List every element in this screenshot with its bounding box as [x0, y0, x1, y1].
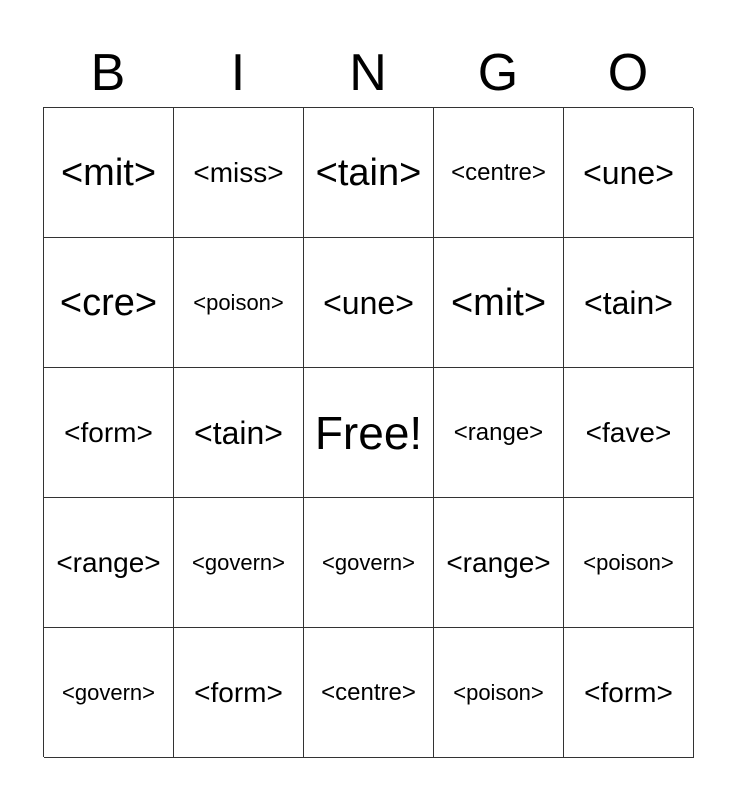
bingo-cell-r1-c2[interactable]: <miss> [174, 108, 304, 238]
bingo-cell-r4-c2[interactable]: <govern> [174, 498, 304, 628]
header-letter-i: I [230, 44, 246, 102]
bingo-board [43, 107, 693, 757]
bingo-cell-r5-c5[interactable]: <form> [564, 628, 694, 758]
bingo-cell-r1-c3[interactable]: <tain> [304, 108, 434, 238]
bingo-cell-free[interactable]: Free! [304, 368, 434, 498]
bingo-cell-r2-c3[interactable]: <une> [304, 238, 434, 368]
bingo-cell-r4-c5[interactable]: <poison> [564, 498, 694, 628]
bingo-cell-r5-c3[interactable]: <centre> [304, 628, 434, 758]
bingo-cell-r2-c4[interactable]: <mit> [434, 238, 564, 368]
bingo-cell-r4-c3[interactable]: <govern> [304, 498, 434, 628]
header-letter-b: B [90, 44, 126, 102]
bingo-cell-r3-c5[interactable]: <fave> [564, 368, 694, 498]
bingo-cell-r5-c4[interactable]: <poison> [434, 628, 564, 758]
header-letter-n: N [349, 44, 387, 102]
bingo-cell-r2-c2[interactable]: <poison> [174, 238, 304, 368]
bingo-header [43, 40, 693, 106]
bingo-cell-r3-c1[interactable]: <form> [44, 368, 174, 498]
bingo-cell-r5-c1[interactable]: <govern> [44, 628, 174, 758]
bingo-cell-r1-c5[interactable]: <une> [564, 108, 694, 238]
bingo-cell-r1-c1[interactable]: <mit> [44, 108, 174, 238]
bingo-cell-r3-c4[interactable]: <range> [434, 368, 564, 498]
bingo-cell-r5-c2[interactable]: <form> [174, 628, 304, 758]
bingo-cell-r4-c1[interactable]: <range> [44, 498, 174, 628]
header-letter-g: G [477, 44, 519, 102]
bingo-cell-r4-c4[interactable]: <range> [434, 498, 564, 628]
header-letter-o: O [607, 44, 649, 102]
bingo-cell-r2-c1[interactable]: <cre> [44, 238, 174, 368]
bingo-cell-r3-c2[interactable]: <tain> [174, 368, 304, 498]
bingo-cell-r1-c4[interactable]: <centre> [434, 108, 564, 238]
bingo-cell-r2-c5[interactable]: <tain> [564, 238, 694, 368]
